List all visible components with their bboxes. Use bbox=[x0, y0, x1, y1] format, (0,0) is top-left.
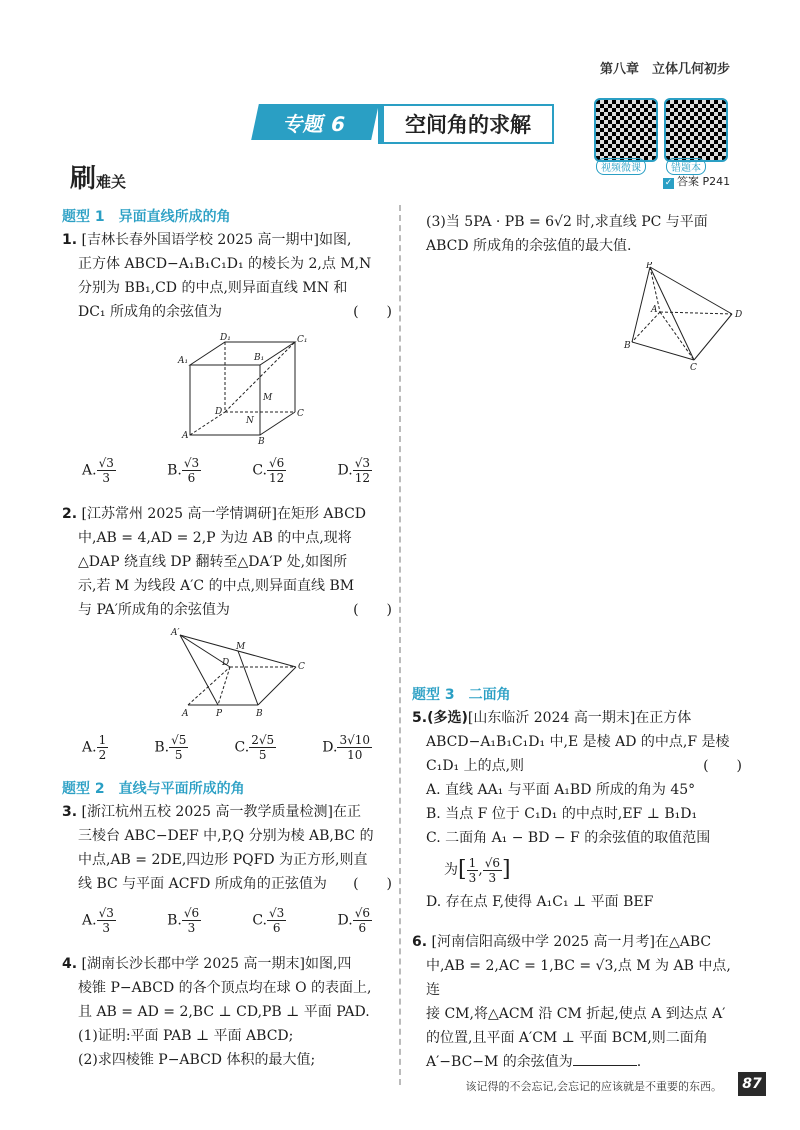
fig-label: C bbox=[297, 409, 304, 419]
q4-line: (1)证明:平面 PAB ⊥ 平面 ABCD; bbox=[78, 1028, 294, 1044]
frac-num: √3 bbox=[269, 906, 285, 920]
segment-d-p bbox=[218, 667, 230, 705]
q3-line: 线 BC 与平面 ACFD 所成角的正弦值为 bbox=[78, 876, 327, 892]
frac-den: 6 bbox=[358, 921, 367, 935]
option-label: D. bbox=[322, 739, 338, 756]
answer-ref-text: 答案 P241 bbox=[677, 175, 731, 188]
q2-line: 示,若 M 为线段 A′C 的中点,则异面直线 BM bbox=[78, 578, 355, 594]
q2-option-d[interactable] bbox=[322, 733, 372, 762]
q3-option-d[interactable] bbox=[338, 906, 372, 935]
q6-number: 6. bbox=[412, 934, 428, 950]
frac-den: 3 bbox=[488, 870, 497, 885]
option-label: A. bbox=[82, 462, 97, 479]
q6-line: [河南信阳高级中学 2025 高一月考]在△ABC bbox=[431, 934, 712, 950]
fig-label: M bbox=[263, 393, 273, 403]
frac-num: √3 bbox=[98, 456, 114, 470]
q1-line: 正方体 ABCD−A₁B₁C₁D₁ 的棱长为 2,点 M,N bbox=[78, 256, 372, 272]
frac-den: 5 bbox=[258, 748, 267, 762]
option-label: B. bbox=[154, 739, 170, 756]
q5-option-b[interactable]: B. 当点 F 位于 C₁D₁ 的中点时,EF ⊥ B₁D₁ bbox=[426, 806, 698, 822]
q2-line: [江苏常州 2025 高一学情调研]在矩形 ABCD bbox=[81, 506, 367, 522]
fig-label: A bbox=[182, 431, 189, 441]
q4-part3-line: ABCD 所成角的余弦值的最大值. bbox=[426, 238, 632, 254]
q6-line: 中,AB = 2,AC = 1,BC = √3,点 M 为 AB 中点,连 bbox=[426, 958, 731, 998]
q1-cube-figure bbox=[170, 330, 310, 445]
q3-line: 中点,AB = 2DE,四边形 PQFD 为正方形,则直 bbox=[78, 852, 368, 868]
frac-den: 6 bbox=[187, 471, 196, 485]
edge-pb bbox=[632, 267, 650, 342]
fig-label: A₁ bbox=[178, 356, 189, 366]
q4-line: (2)求四棱锥 P−ABCD 体积的最大值; bbox=[78, 1052, 316, 1068]
q2-number: 2. bbox=[62, 506, 78, 522]
topic-label bbox=[251, 104, 379, 140]
edge-pd bbox=[650, 267, 732, 314]
fig-label: C bbox=[298, 662, 305, 672]
frac-num: √3 bbox=[354, 456, 370, 470]
qr-code-mistakes[interactable] bbox=[664, 98, 728, 162]
q5-answer-paren: ( ) bbox=[703, 758, 742, 774]
frac-num: √6 bbox=[354, 906, 370, 920]
page-number: 87 bbox=[738, 1072, 766, 1096]
frac-den: 3 bbox=[187, 921, 196, 935]
q6-line: 的位置,且平面 A′CM ⊥ 平面 BCM,则二面角 bbox=[426, 1030, 708, 1046]
q3-options bbox=[82, 906, 372, 935]
q3-option-a[interactable] bbox=[82, 906, 116, 935]
brush-level: 难关 bbox=[96, 173, 127, 191]
segment-b-m bbox=[238, 651, 258, 705]
fig-label: D bbox=[735, 310, 743, 320]
q1-number: 1. bbox=[62, 232, 78, 248]
chapter-title: 第八章 立体几何初步 bbox=[599, 62, 730, 77]
q5-multi-tag: (多选) bbox=[427, 710, 468, 726]
question-6 bbox=[412, 930, 742, 1074]
q5-option-a[interactable]: A. 直线 AA₁ 与平面 A₁BD 所成的角为 45° bbox=[426, 782, 696, 798]
frac-den: 3 bbox=[468, 870, 477, 885]
q4-number: 4. bbox=[62, 956, 78, 972]
check-icon: ✓ bbox=[664, 178, 673, 188]
section-heading-3: 题型 3 二面角 bbox=[412, 687, 511, 703]
q3-option-b[interactable] bbox=[167, 906, 201, 935]
fig-label: P bbox=[216, 709, 223, 719]
q4-line: 且 AB = AD = 2,BC ⊥ CD,PB ⊥ 平面 PAD. bbox=[78, 1004, 370, 1020]
frac-num: √3 bbox=[98, 906, 114, 920]
q6-line: 接 CM,将△ACM 沿 CM 折起,使点 A 到达点 A′ bbox=[426, 1006, 726, 1022]
q1-line: [吉林长春外国语学校 2025 高一期中]如图, bbox=[81, 232, 352, 248]
q2-line: 中,AB = 4,AD = 2,P 为边 AB 的中点,现将 bbox=[78, 530, 352, 546]
q2-answer-paren: ( ) bbox=[353, 602, 392, 618]
q1-answer-paren: ( ) bbox=[353, 304, 392, 320]
fig-label: N bbox=[246, 416, 254, 426]
edge-ab bbox=[632, 312, 660, 342]
section-heading-2: 题型 2 直线与平面所成的角 bbox=[62, 781, 245, 797]
option-label: A. bbox=[82, 912, 97, 929]
frac-num: √6 bbox=[183, 906, 200, 920]
frac-num: √3 bbox=[183, 456, 200, 470]
fig-label: C bbox=[690, 363, 697, 373]
option-label: A. bbox=[82, 739, 97, 756]
question-4 bbox=[62, 952, 392, 1072]
range-prefix: 为 bbox=[444, 862, 458, 878]
fig-label: P bbox=[646, 262, 653, 271]
difficulty-brush bbox=[70, 158, 126, 195]
frac-den: 12 bbox=[269, 471, 285, 485]
q3-line: [浙江杭州五校 2025 高一教学质量检测]在正 bbox=[81, 804, 361, 820]
q5-option-d[interactable]: D. 存在点 F,使得 A₁C₁ ⊥ 平面 BEF bbox=[426, 894, 654, 910]
edge-ad bbox=[660, 312, 732, 314]
q2-line: △DAP 绕直线 DP 翻转至△DA′P 处,如图所 bbox=[78, 554, 348, 570]
fig-label: D bbox=[215, 407, 223, 417]
topic-label-text: 专题 6 bbox=[281, 111, 348, 136]
frac-den: 3 bbox=[102, 471, 111, 485]
q3-number: 3. bbox=[62, 804, 78, 820]
q6-answer-blank[interactable] bbox=[573, 1065, 637, 1066]
q1-line: DC₁ 所成角的余弦值为 bbox=[78, 304, 222, 320]
q2-option-a[interactable] bbox=[82, 733, 108, 762]
q6-line: A′−BC−M 的余弦值为 bbox=[426, 1054, 573, 1070]
frac-num: 1 bbox=[468, 855, 477, 870]
question-1 bbox=[62, 228, 392, 324]
fig-label: M bbox=[236, 642, 246, 652]
frac-den: 3 bbox=[102, 921, 111, 935]
bracket-right: ] bbox=[501, 857, 511, 882]
q4-pyramid-figure bbox=[622, 262, 752, 374]
frac-den: 12 bbox=[354, 471, 370, 485]
fig-label: B bbox=[624, 341, 631, 351]
q1-option-d[interactable] bbox=[338, 456, 372, 485]
qr-code-video[interactable] bbox=[594, 98, 658, 162]
frac-num: √5 bbox=[171, 733, 187, 747]
q6-period: . bbox=[636, 1054, 642, 1070]
q5-line: [山东临沂 2024 高一期末]在正方体 bbox=[467, 710, 692, 726]
fig-label: C₁ bbox=[297, 335, 308, 345]
q5-option-c-range bbox=[412, 850, 742, 890]
fig-label: B bbox=[256, 709, 263, 719]
question-2 bbox=[62, 502, 392, 622]
fig-label: B bbox=[258, 437, 265, 445]
frac-den: 5 bbox=[174, 748, 183, 762]
frac-num: 1 bbox=[98, 733, 107, 747]
question-3 bbox=[62, 800, 392, 896]
range-comma: , bbox=[478, 862, 483, 878]
q2-options bbox=[82, 733, 372, 762]
option-label: B. bbox=[167, 462, 182, 479]
edge-cd bbox=[694, 314, 732, 360]
frac-den: 10 bbox=[347, 748, 363, 762]
cube-edge bbox=[260, 412, 295, 435]
q3-answer-paren: ( ) bbox=[353, 876, 392, 892]
frac-num: 3√10 bbox=[339, 733, 370, 747]
q5-line: C₁D₁ 上的点,则 bbox=[426, 758, 525, 774]
cube-top-face bbox=[190, 342, 295, 365]
q4-part3-line: (3)当 5PA · PB = 6√2 时,求直线 PC 与平面 bbox=[426, 214, 708, 230]
fig-label: A bbox=[651, 305, 658, 315]
q5-option-c[interactable]: C. 二面角 A₁ − BD − F 的余弦值的取值范围 bbox=[426, 830, 711, 846]
q1-option-a[interactable] bbox=[82, 456, 116, 485]
frac-num: √6 bbox=[484, 855, 500, 870]
bracket-left: [ bbox=[458, 857, 467, 882]
frac-den: 2 bbox=[98, 748, 107, 762]
q4-line: 棱锥 P−ABCD 的各个顶点均在球 O 的表面上, bbox=[78, 980, 372, 996]
fig-label: A bbox=[182, 709, 189, 719]
footer-quote: 该记得的不会忘记,会忘记的应该就是不重要的东西。 bbox=[465, 1080, 722, 1093]
q2-option-c[interactable] bbox=[235, 733, 277, 762]
q1-option-b[interactable] bbox=[167, 456, 201, 485]
option-label: D. bbox=[337, 912, 353, 929]
q3-line: 三棱台 ABC−DEF 中,P,Q 分别为棱 AB,BC 的 bbox=[78, 828, 374, 844]
frac-num: 2√5 bbox=[251, 733, 275, 747]
segment-b-c bbox=[258, 667, 296, 705]
q2-fold-figure bbox=[168, 625, 308, 720]
frac-num: √6 bbox=[269, 456, 285, 470]
option-label: C. bbox=[234, 739, 250, 756]
edge-ac bbox=[660, 312, 694, 360]
option-label: D. bbox=[337, 462, 353, 479]
q5-line: ABCD−A₁B₁C₁D₁ 中,E 是棱 AD 的中点,F 是棱 bbox=[426, 734, 730, 750]
answer-reference bbox=[663, 173, 730, 189]
q3-option-c[interactable] bbox=[252, 906, 286, 935]
q1-option-c[interactable] bbox=[252, 456, 286, 485]
q1-line: 分别为 BB₁,CD 的中点,则异面直线 MN 和 bbox=[78, 280, 348, 296]
q1-options bbox=[82, 456, 372, 485]
option-label: C. bbox=[252, 462, 268, 479]
topic-title: 空间角的求解 bbox=[378, 104, 554, 144]
qr-mistakes-label: 错题本 bbox=[666, 158, 706, 175]
q4-line: [湖南长沙长郡中学 2025 高一期末]如图,四 bbox=[81, 956, 352, 972]
q2-line: 与 PA′所成角的余弦值为 bbox=[78, 602, 230, 618]
section-heading-1: 题型 1 异面直线所成的角 bbox=[62, 209, 231, 225]
fig-label: A′ bbox=[171, 628, 180, 638]
fig-label: B₁ bbox=[254, 353, 265, 363]
q5-number: 5. bbox=[412, 710, 428, 726]
edge-bc bbox=[632, 342, 694, 360]
question-4-part-3 bbox=[412, 210, 742, 258]
option-label: B. bbox=[167, 912, 182, 929]
fig-label: D₁ bbox=[220, 333, 231, 343]
frac-den: 6 bbox=[272, 921, 281, 935]
brush-char: 刷 bbox=[70, 164, 97, 194]
q2-option-b[interactable] bbox=[154, 733, 188, 762]
qr-video-label: 视频微课 bbox=[596, 158, 646, 175]
option-label: C. bbox=[252, 912, 268, 929]
question-5 bbox=[412, 706, 742, 914]
fig-label: D bbox=[222, 658, 230, 668]
column-divider bbox=[399, 205, 401, 1085]
